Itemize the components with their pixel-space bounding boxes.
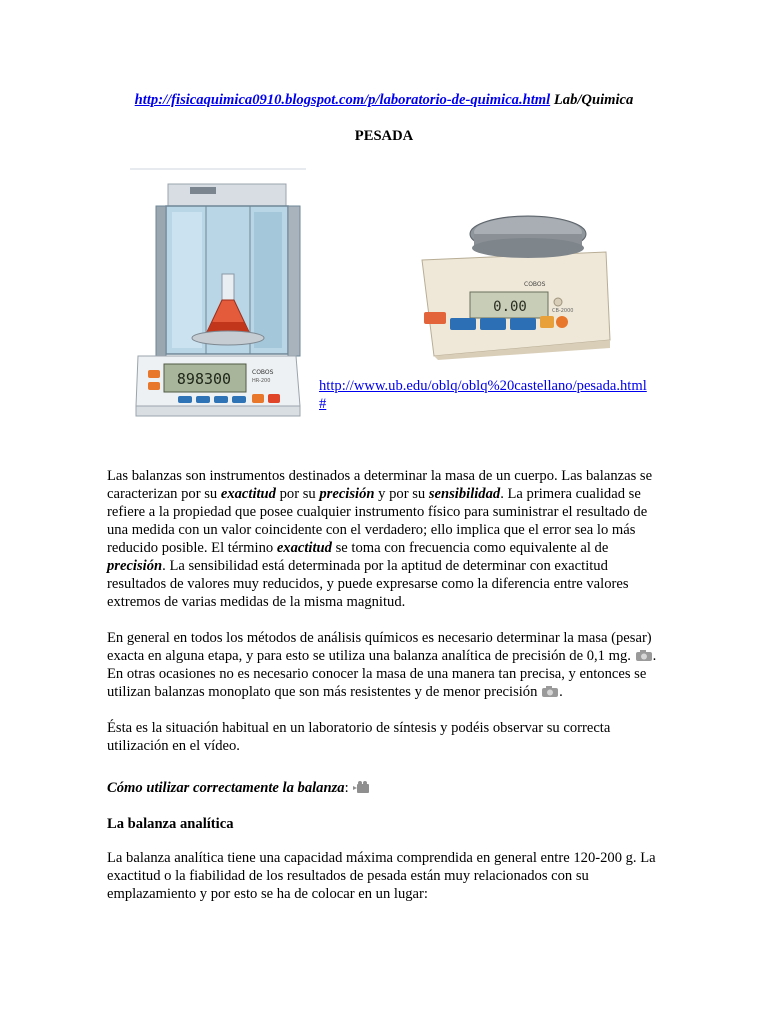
page-title: PESADA bbox=[354, 128, 414, 144]
source-link-line1[interactable]: http://www.ub.edu/oblq/oblq%20castellano/pesada.html bbox=[319, 378, 647, 394]
toploader-model: CB-2000 bbox=[552, 308, 574, 314]
paragraph-video-intro: Ésta es la situación habitual en un laboratorio de síntesis y podéis observar su correcta utilización en el vídeo. bbox=[107, 720, 611, 754]
header-tail: Lab/Quimica bbox=[553, 92, 634, 108]
toploader-brand: COBOS bbox=[524, 281, 546, 288]
text-run: y por su bbox=[374, 486, 429, 502]
header-line bbox=[0, 92, 768, 109]
paragraph-analytic-balance: La balanza analítica tiene una capacidad máxima comprendida en general entre 120-200 g. La exactitud o la fiabilidad de los resultados de pesada están muy relacionados con su emplazamiento y por esto se ha de colocar en un lugar: bbox=[107, 850, 656, 902]
term-precision: precisión bbox=[107, 558, 163, 574]
source-link[interactable] bbox=[319, 377, 664, 413]
video-label bbox=[107, 779, 667, 797]
toploader-balance-image bbox=[414, 208, 614, 360]
camera-icon[interactable] bbox=[635, 649, 653, 661]
text-run: . bbox=[559, 684, 563, 700]
term-exactitud: exactitud bbox=[220, 486, 276, 502]
camera-icon[interactable] bbox=[541, 685, 559, 697]
text-run: se toma con frecuencia como equivalente al de bbox=[331, 540, 609, 556]
term-exactitud: exactitud bbox=[276, 540, 332, 556]
source-link-line2[interactable]: # bbox=[319, 396, 327, 412]
paragraph-methods bbox=[107, 629, 667, 701]
header-link[interactable]: http://fisicaquimica0910.blogspot.com/p/laboratorio-de-quimica.html bbox=[134, 92, 551, 108]
text-run: por su bbox=[275, 486, 320, 502]
toploader-readout: 0.00 bbox=[493, 299, 527, 315]
text-run: . En otras ocasiones no es necesario conocer la masa de una manera tan precisa, y entonces se utilizan balanzas monoplato que son más resistentes y de menor precisión bbox=[107, 648, 657, 700]
analytic-balance-readout: 898300 bbox=[176, 370, 232, 388]
paragraph-definition bbox=[107, 467, 667, 611]
text-run: Las balanzas son instrumentos destinados a determinar la masa de un cuerpo. Las balanzas se caracterizan por su bbox=[107, 468, 653, 502]
section-heading: La balanza analítica bbox=[107, 816, 234, 832]
analytic-balance-image bbox=[128, 166, 308, 434]
text-run: : bbox=[344, 780, 349, 796]
text-run: . La primera cualidad se refiere a la propiedad que posee cualquier instrumento físico para suministrar el resultado de una medida con un valor coincidente con el verdadero; ello implica que el error sea lo más reducido posible. El término bbox=[107, 486, 648, 556]
analytic-balance-model: HR-200 bbox=[252, 378, 271, 384]
video-camera-icon[interactable] bbox=[352, 781, 370, 793]
term-sensibilidad: sensibilidad bbox=[428, 486, 501, 502]
text-run: En general en todos los métodos de análisis químicos es necesario determinar la masa (pesar) exacta en alguna etapa, y para esto se utiliza una balanza analítica de precisión de 0,1 mg. bbox=[107, 630, 652, 664]
video-label-text: Cómo utilizar correctamente la balanza bbox=[107, 780, 345, 796]
term-precision: precisión bbox=[319, 486, 375, 502]
analytic-balance-brand: COBOS bbox=[252, 369, 274, 376]
text-run: . La sensibilidad está determinada por la aptitud de determinar con exactitud resultados de valores muy reducidos, y puede expresarse como la diferencia entre valores extremos de varias medidas de la misma magnitud. bbox=[107, 558, 629, 610]
